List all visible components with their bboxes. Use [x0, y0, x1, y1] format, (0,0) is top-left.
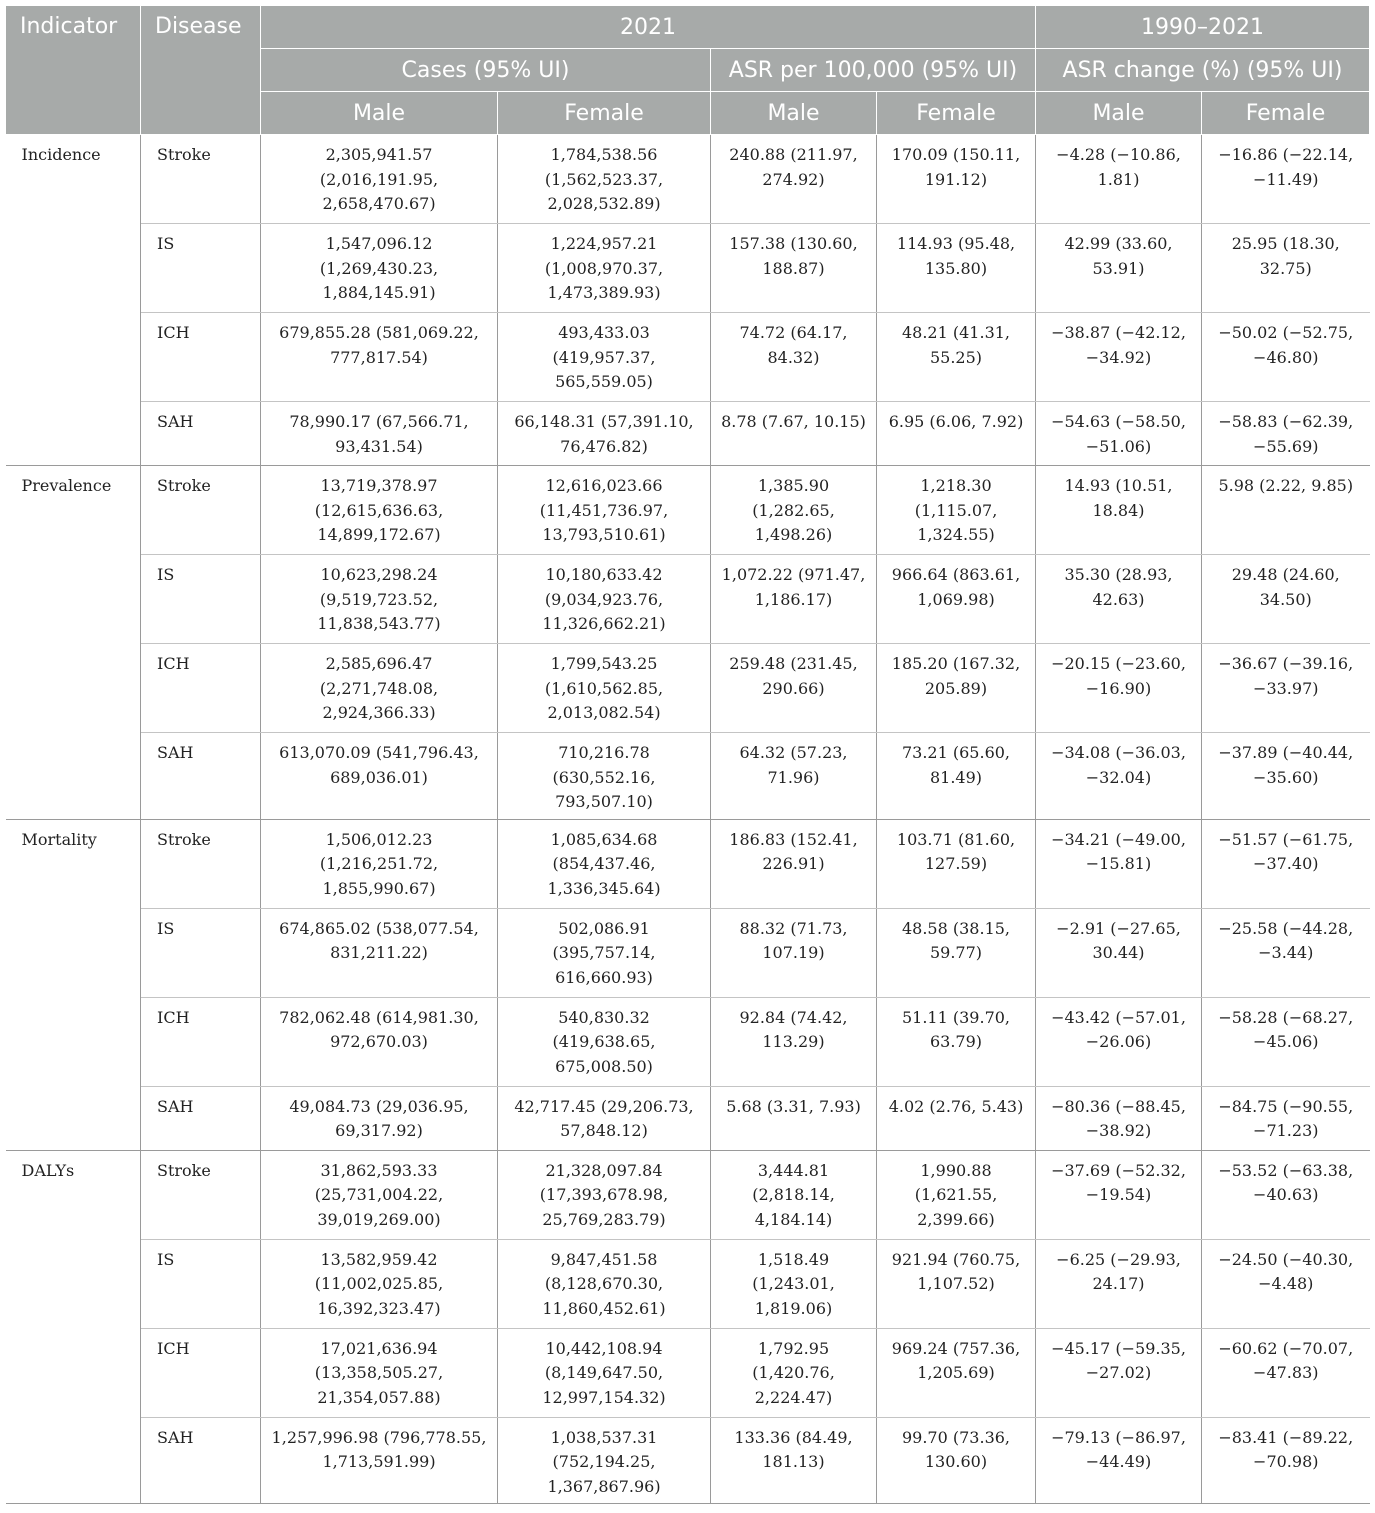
asr-female-cell: 966.64 (863.61, 1,069.98) [877, 555, 1036, 644]
table-row [6, 997, 1370, 1086]
table-header [6, 6, 1370, 135]
change-male-cell: −20.15 (−23.60, −16.90) [1036, 644, 1202, 733]
asr-male-cell: 1,518.49 (1,243.01, 1,819.06) [711, 1239, 877, 1328]
change-female-cell: −16.86 (−22.14, −11.49) [1202, 135, 1370, 224]
table-row [6, 819, 1370, 908]
change-male-cell: −34.08 (−36.03, −32.04) [1036, 733, 1202, 820]
change-female-cell: 29.48 (24.60, 34.50) [1202, 555, 1370, 644]
asr-female-cell: 1,990.88 (1,621.55, 2,399.66) [877, 1150, 1036, 1239]
disease-cell: IS [141, 555, 261, 644]
asr-female-cell: 185.20 (167.32, 205.89) [877, 644, 1036, 733]
asr-female-cell: 4.02 (2.76, 5.43) [877, 1086, 1036, 1150]
change-female-cell: 25.95 (18.30, 32.75) [1202, 224, 1370, 313]
disease-cell: SAH [141, 1086, 261, 1150]
header-change-male: Male [1036, 92, 1202, 135]
table-row [6, 1239, 1370, 1328]
change-male-cell: −45.17 (−59.35, −27.02) [1036, 1328, 1202, 1417]
change-male-cell: 14.93 (10.51, 18.84) [1036, 466, 1202, 555]
table-row [6, 1086, 1370, 1150]
table-body [6, 135, 1370, 1504]
change-male-cell: −4.28 (−10.86, 1.81) [1036, 135, 1202, 224]
disease-cell: IS [141, 1239, 261, 1328]
change-female-cell: −51.57 (−61.75, −37.40) [1202, 819, 1370, 908]
cases-male-cell: 1,506,012.23 (1,216,251.72, 1,855,990.67) [261, 819, 498, 908]
disease-cell: IS [141, 224, 261, 313]
table-row [6, 313, 1370, 402]
cases-male-cell: 78,990.17 (67,566.71, 93,431.54) [261, 402, 498, 466]
change-female-cell: −37.89 (−40.44, −35.60) [1202, 733, 1370, 820]
header-cases: Cases (95% UI) [261, 49, 711, 92]
asr-female-cell: 170.09 (150.11, 191.12) [877, 135, 1036, 224]
asr-female-cell: 1,218.30 (1,115.07, 1,324.55) [877, 466, 1036, 555]
change-female-cell: −53.52 (−63.38, −40.63) [1202, 1150, 1370, 1239]
asr-male-cell: 88.32 (71.73, 107.19) [711, 908, 877, 997]
stroke-burden-table [5, 5, 1370, 1504]
header-asr-change: ASR change (%) (95% UI) [1036, 49, 1370, 92]
disease-cell: SAH [141, 733, 261, 820]
disease-cell: Stroke [141, 819, 261, 908]
header-cases-male: Male [261, 92, 498, 135]
asr-male-cell: 133.36 (84.49, 181.13) [711, 1417, 877, 1504]
change-female-cell: −84.75 (−90.55, −71.23) [1202, 1086, 1370, 1150]
cases-male-cell: 10,623,298.24 (9,519,723.52, 11,838,543.77) [261, 555, 498, 644]
header-disease: Disease [141, 6, 261, 135]
disease-cell: Stroke [141, 1150, 261, 1239]
change-male-cell: −79.13 (−86.97, −44.49) [1036, 1417, 1202, 1504]
cases-male-cell: 49,084.73 (29,036.95, 69,317.92) [261, 1086, 498, 1150]
change-male-cell: −34.21 (−49.00, −15.81) [1036, 819, 1202, 908]
asr-female-cell: 99.70 (73.36, 130.60) [877, 1417, 1036, 1504]
change-male-cell: −80.36 (−88.45, −38.92) [1036, 1086, 1202, 1150]
asr-female-cell: 114.93 (95.48, 135.80) [877, 224, 1036, 313]
table-row [6, 644, 1370, 733]
asr-male-cell: 92.84 (74.42, 113.29) [711, 997, 877, 1086]
asr-male-cell: 1,072.22 (971.47, 1,186.17) [711, 555, 877, 644]
cases-female-cell: 10,180,633.42 (9,034,923.76, 11,326,662.21) [498, 555, 711, 644]
asr-female-cell: 48.58 (38.15, 59.77) [877, 908, 1036, 997]
asr-male-cell: 1,792.95 (1,420.76, 2,224.47) [711, 1328, 877, 1417]
disease-cell: ICH [141, 997, 261, 1086]
header-asr-female: Female [877, 92, 1036, 135]
cases-male-cell: 782,062.48 (614,981.30, 972,670.03) [261, 997, 498, 1086]
cases-male-cell: 613,070.09 (541,796.43, 689,036.01) [261, 733, 498, 820]
cases-male-cell: 2,305,941.57 (2,016,191.95, 2,658,470.67) [261, 135, 498, 224]
change-male-cell: −38.87 (−42.12, −34.92) [1036, 313, 1202, 402]
table-row [6, 1328, 1370, 1417]
cases-male-cell: 2,585,696.47 (2,271,748.08, 2,924,366.33) [261, 644, 498, 733]
change-female-cell: −25.58 (−44.28, −3.44) [1202, 908, 1370, 997]
header-change-female: Female [1202, 92, 1370, 135]
asr-female-cell: 48.21 (41.31, 55.25) [877, 313, 1036, 402]
asr-female-cell: 921.94 (760.75, 1,107.52) [877, 1239, 1036, 1328]
header-cases-female: Female [498, 92, 711, 135]
header-period: 1990–2021 [1036, 6, 1370, 49]
table-row [6, 733, 1370, 820]
change-male-cell: 35.30 (28.93, 42.63) [1036, 555, 1202, 644]
disease-cell: ICH [141, 644, 261, 733]
cases-female-cell: 10,442,108.94 (8,149,647.50, 12,997,154.32) [498, 1328, 711, 1417]
change-female-cell: −50.02 (−52.75, −46.80) [1202, 313, 1370, 402]
cases-female-cell: 21,328,097.84 (17,393,678.98, 25,769,283.79) [498, 1150, 711, 1239]
cases-male-cell: 674,865.02 (538,077.54, 831,211.22) [261, 908, 498, 997]
table-row [6, 466, 1370, 555]
indicator-cell: DALYs [6, 1150, 141, 1504]
indicator-cell: Prevalence [6, 466, 141, 820]
cases-female-cell: 710,216.78 (630,552.16, 793,507.10) [498, 733, 711, 820]
disease-cell: IS [141, 908, 261, 997]
change-female-cell: −83.41 (−89.22, −70.98) [1202, 1417, 1370, 1504]
change-male-cell: −43.42 (−57.01, −26.06) [1036, 997, 1202, 1086]
cases-female-cell: 1,038,537.31 (752,194.25, 1,367,867.96) [498, 1417, 711, 1504]
change-male-cell: −6.25 (−29.93, 24.17) [1036, 1239, 1202, 1328]
table-row [6, 908, 1370, 997]
asr-male-cell: 1,385.90 (1,282.65, 1,498.26) [711, 466, 877, 555]
asr-female-cell: 73.21 (65.60, 81.49) [877, 733, 1036, 820]
table-row [6, 402, 1370, 466]
cases-male-cell: 679,855.28 (581,069.22, 777,817.54) [261, 313, 498, 402]
asr-male-cell: 3,444.81 (2,818.14, 4,184.14) [711, 1150, 877, 1239]
cases-female-cell: 42,717.45 (29,206.73, 57,848.12) [498, 1086, 711, 1150]
cases-female-cell: 1,085,634.68 (854,437.46, 1,336,345.64) [498, 819, 711, 908]
asr-male-cell: 74.72 (64.17, 84.32) [711, 313, 877, 402]
asr-male-cell: 8.78 (7.67, 10.15) [711, 402, 877, 466]
asr-female-cell: 103.71 (81.60, 127.59) [877, 819, 1036, 908]
disease-cell: Stroke [141, 135, 261, 224]
change-female-cell: −58.28 (−68.27, −45.06) [1202, 997, 1370, 1086]
header-asr: ASR per 100,000 (95% UI) [711, 49, 1036, 92]
indicator-cell: Mortality [6, 819, 141, 1150]
asr-male-cell: 157.38 (130.60, 188.87) [711, 224, 877, 313]
asr-male-cell: 5.68 (3.31, 7.93) [711, 1086, 877, 1150]
indicator-cell: Incidence [6, 135, 141, 466]
table-row [6, 555, 1370, 644]
cases-female-cell: 493,433.03 (419,957.37, 565,559.05) [498, 313, 711, 402]
change-male-cell: 42.99 (33.60, 53.91) [1036, 224, 1202, 313]
disease-cell: ICH [141, 313, 261, 402]
change-female-cell: −24.50 (−40.30, −4.48) [1202, 1239, 1370, 1328]
table-row [6, 135, 1370, 224]
change-male-cell: −37.69 (−52.32, −19.54) [1036, 1150, 1202, 1239]
cases-female-cell: 540,830.32 (419,638.65, 675,008.50) [498, 997, 711, 1086]
change-female-cell: −36.67 (−39.16, −33.97) [1202, 644, 1370, 733]
change-female-cell: −58.83 (−62.39, −55.69) [1202, 402, 1370, 466]
cases-male-cell: 1,547,096.12 (1,269,430.23, 1,884,145.91) [261, 224, 498, 313]
disease-cell: ICH [141, 1328, 261, 1417]
asr-female-cell: 969.24 (757.36, 1,205.69) [877, 1328, 1036, 1417]
disease-cell: Stroke [141, 466, 261, 555]
cases-female-cell: 1,799,543.25 (1,610,562.85, 2,013,082.54) [498, 644, 711, 733]
cases-female-cell: 9,847,451.58 (8,128,670.30, 11,860,452.61) [498, 1239, 711, 1328]
asr-male-cell: 64.32 (57.23, 71.96) [711, 733, 877, 820]
table-row [6, 1150, 1370, 1239]
change-female-cell: 5.98 (2.22, 9.85) [1202, 466, 1370, 555]
cases-male-cell: 17,021,636.94 (13,358,505.27, 21,354,057.88) [261, 1328, 498, 1417]
change-male-cell: −54.63 (−58.50, −51.06) [1036, 402, 1202, 466]
change-female-cell: −60.62 (−70.07, −47.83) [1202, 1328, 1370, 1417]
asr-female-cell: 6.95 (6.06, 7.92) [877, 402, 1036, 466]
cases-male-cell: 13,719,378.97 (12,615,636.63, 14,899,172.67) [261, 466, 498, 555]
cases-female-cell: 502,086.91 (395,757.14, 616,660.93) [498, 908, 711, 997]
cases-male-cell: 1,257,996.98 (796,778.55, 1,713,591.99) [261, 1417, 498, 1504]
cases-female-cell: 66,148.31 (57,391.10, 76,476.82) [498, 402, 711, 466]
asr-male-cell: 186.83 (152.41, 226.91) [711, 819, 877, 908]
disease-cell: SAH [141, 402, 261, 466]
disease-cell: SAH [141, 1417, 261, 1504]
change-male-cell: −2.91 (−27.65, 30.44) [1036, 908, 1202, 997]
header-year-2021: 2021 [261, 6, 1036, 49]
table-row [6, 224, 1370, 313]
cases-male-cell: 13,582,959.42 (11,002,025.85, 16,392,323.47) [261, 1239, 498, 1328]
cases-female-cell: 1,784,538.56 (1,562,523.37, 2,028,532.89) [498, 135, 711, 224]
cases-female-cell: 1,224,957.21 (1,008,970.37, 1,473,389.93) [498, 224, 711, 313]
header-asr-male: Male [711, 92, 877, 135]
asr-male-cell: 259.48 (231.45, 290.66) [711, 644, 877, 733]
cases-female-cell: 12,616,023.66 (11,451,736.97, 13,793,510.61) [498, 466, 711, 555]
asr-female-cell: 51.11 (39.70, 63.79) [877, 997, 1036, 1086]
table-row [6, 1417, 1370, 1504]
asr-male-cell: 240.88 (211.97, 274.92) [711, 135, 877, 224]
header-indicator: Indicator [6, 6, 141, 135]
cases-male-cell: 31,862,593.33 (25,731,004.22, 39,019,269.00) [261, 1150, 498, 1239]
